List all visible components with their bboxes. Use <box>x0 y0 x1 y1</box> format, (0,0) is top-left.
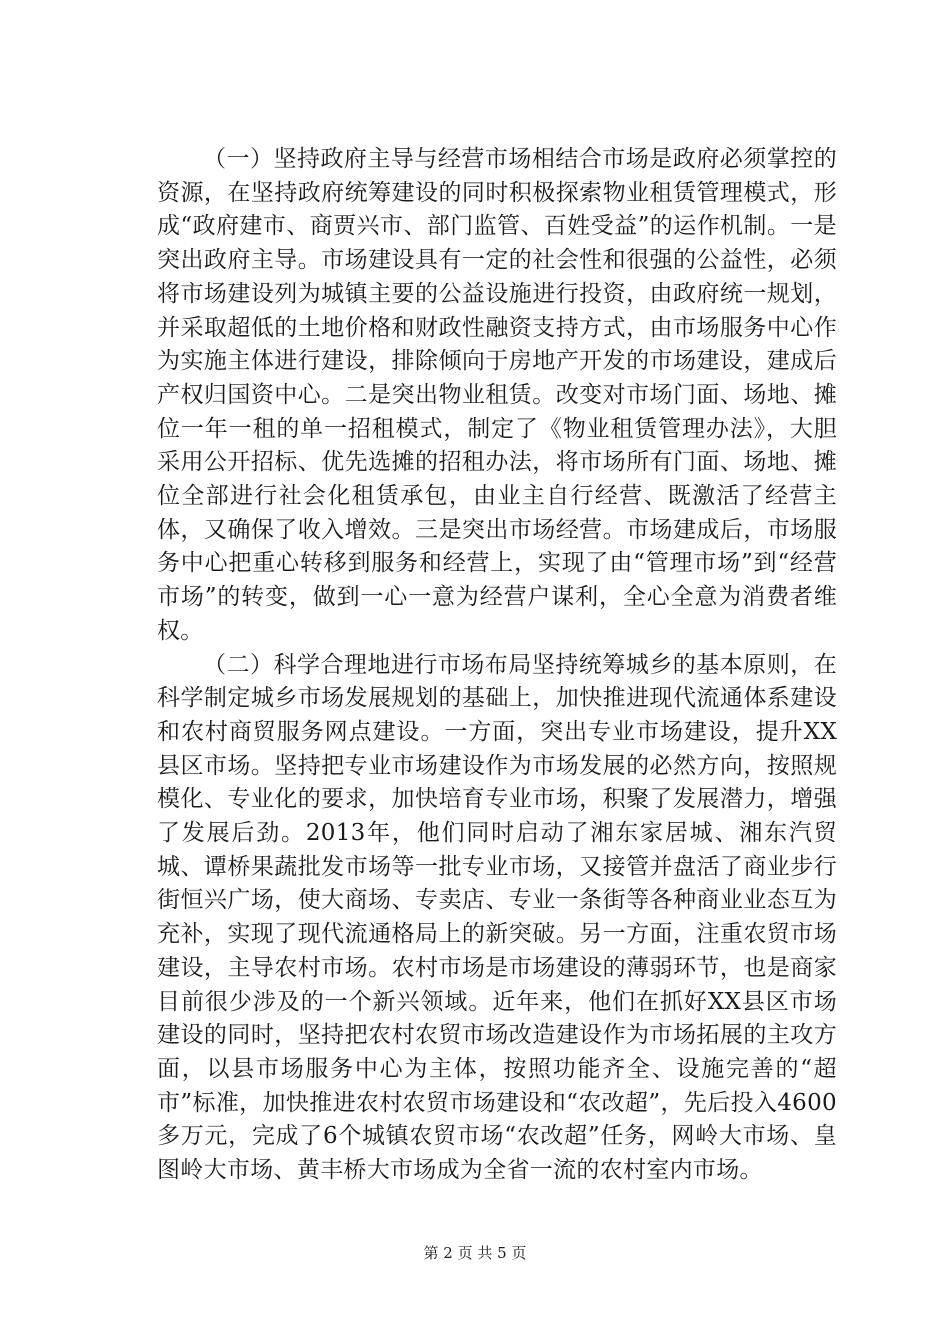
paragraph-1: （一）坚持政府主导与经营市场相结合市场是政府必须掌控的资源，在坚持政府统筹建设的同时积极探索物业租赁管理模式，形成“政府建市、商贾兴市、部门监管、百姓受益”的运作机制。一是突出政府主导。市场建设具有一定的社会性和很强的公益性，必须将市场建设列为城镇主要的公益设施进行投资，由政府统一规划，并采取超低的土地价格和财政性融资支持方式，由市场服务中心作为实施主体进行建设，排除倾向于房地产开发的市场建设，建成后产权归国资中心。二是突出物业租赁。改变对市场门面、场地、摊位一年一租的单一招租模式，制定了《物业租赁管理办法》，大胆采用公开招标、优先选摊的招租办法，将市场所有门面、场地、摊位全部进行社会化租赁承包，由业主自行经营、既激活了经营主体，又确保了收入增效。三是突出市场经营。市场建成后，市场服务中心把重心转移到服务和经营上，实现了由“管理市场”到“经营市场”的转变，做到一心一意为经营户谋利，全心全意为消费者维权。 <box>157 146 837 644</box>
page-footer: 第 2 页 共 5 页 <box>423 1244 527 1262</box>
paragraph-2: （二）科学合理地进行市场布局坚持统筹城乡的基本原则，在科学制定城乡市场发展规划的基础上，加快推进现代流通体系建设和农村商贸服务网点建设。一方面，突出专业市场建设，提升XX县区市场。坚持把专业市场建设作为市场发展的必然方向，按照规模化、专业化的要求，加快培育专业市场，积聚了发展潜力，增强了发展后劲。2013年，他们同时启动了湘东家居城、湘东汽贸城、谭桥果蔬批发市场等一批专业市场，又接管并盘活了商业步行街恒兴广场，使大商场、专卖店、专业一条街等各种商业业态互为充补，实现了现代流通格局上的新突破。另一方面，注重农贸市场建设，主导农村市场。农村市场是市场建设的薄弱环节，也是商家目前很少涉及的一个新兴领域。近年来，他们在抓好XX县区市场建设的同时，坚持把农村农贸市场改造建设作为市场拓展的主攻方面，以县市场服务中心为主体，按照功能齐全、设施完善的“超市”标准，加快推进农村农贸市场建设和“农改超”，先后投入4600多万元，完成了6个城镇农贸市场“农改超”任务，网岭大市场、皇图岭大市场、黄丰桥大市场成为全省一流的农村室内市场。 <box>157 651 837 1184</box>
document-body <box>157 143 837 1188</box>
